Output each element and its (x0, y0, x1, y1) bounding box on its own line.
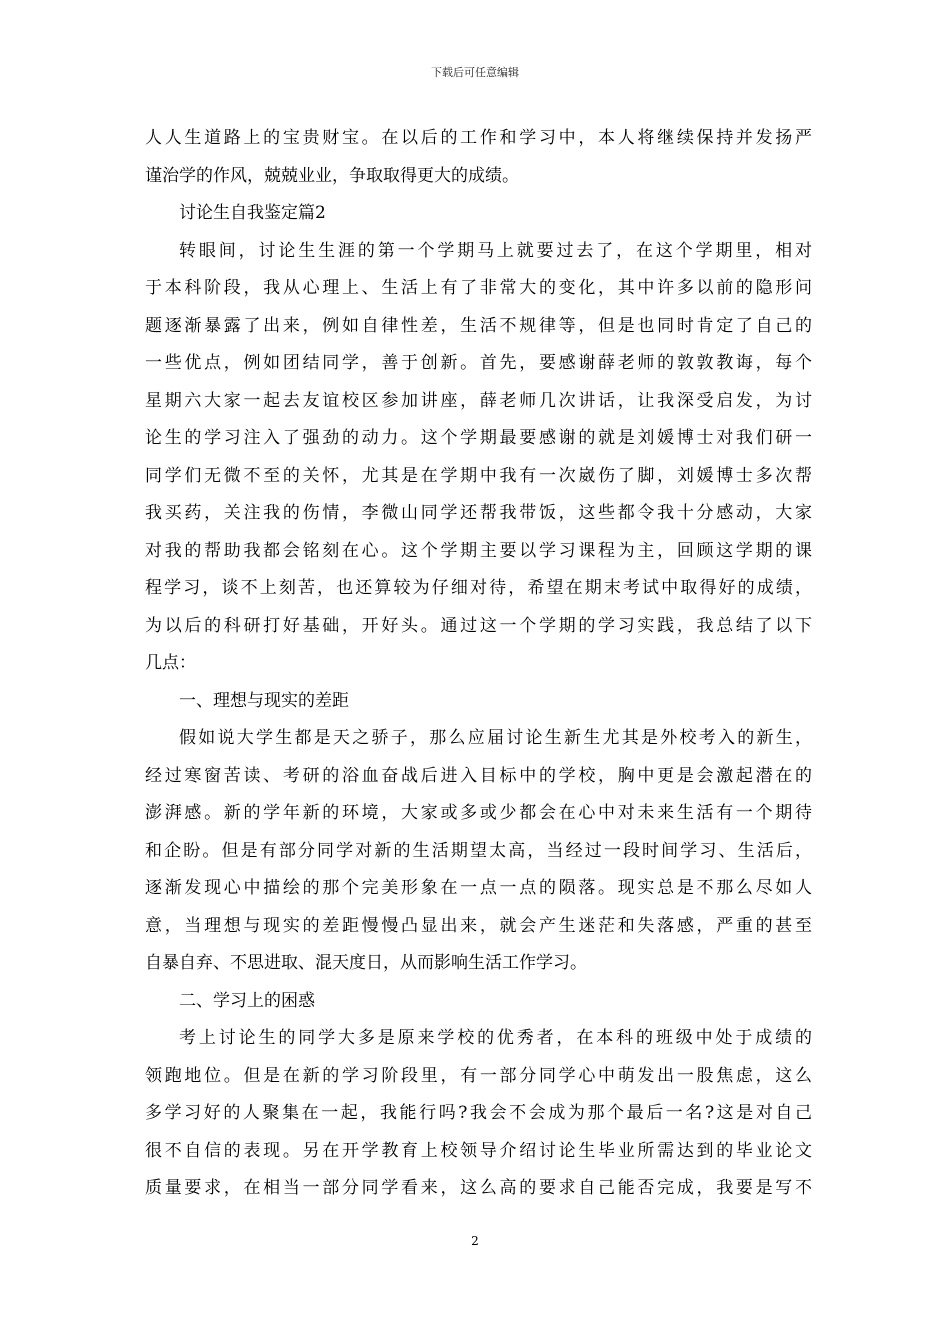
text-line: 人人生道路上的宝贵财宝。在以后的工作和学习中，本人将继续保持并发扬严 (145, 128, 812, 148)
text-line: 自暴自弃、不思进取、混天度日，从而影响生活工作学习。 (145, 953, 587, 973)
text-line: 题逐渐暴露了出来，例如自律性差，生活不规律等，但是也同时肯定了自己的 (145, 315, 812, 336)
text-line: 星期六大家一起去友谊校区参加讲座，薛老师几次讲话，让我深受启发，为讨 (145, 390, 812, 411)
text-line: 为以后的科研打好基础，开好头。通过这一个学期的学习实践，我总结了以下 (145, 615, 812, 636)
text-line: 同学们无微不至的关怀，尤其是在学期中我有一次崴伤了脚，刘媛博士多次帮 (145, 465, 812, 486)
text-line: 考上讨论生的同学大多是原来学校的优秀者，在本科的班级中处于成绩的 (179, 1028, 812, 1048)
text-line: 论生的学习注入了强劲的动力。这个学期最要感谢的就是刘媛博士对我们研一 (145, 428, 812, 448)
text-line: 多学习好的人聚集在一起，我能行吗?我会不会成为那个最后一名?这是对自己 (145, 1103, 812, 1123)
text-line: 一些优点，例如团结同学，善于创新。首先，要感谢薛老师的敦敦教诲，每个 (145, 353, 812, 373)
text-line: 质量要求，在相当一部分同学看来，这么高的要求自己能否完成，我要是写不 (145, 1178, 812, 1198)
text-line: 一、理想与现实的差距 (179, 690, 349, 711)
page-number: 2 (471, 1234, 479, 1248)
text-line: 讨论生自我鉴定篇2 (179, 203, 326, 223)
text-line: 澎湃感。新的学年新的环境，大家或多或少都会在心中对未来生活有一个期待 (145, 803, 812, 823)
text-line: 逐渐发现心中描绘的那个完美形象在一点一点的陨落。现实总是不那么尽如人 (145, 878, 812, 898)
text-line: 对我的帮助我都会铭刻在心。这个学期主要以学习课程为主，回顾这学期的课 (145, 540, 812, 561)
text-line: 假如说大学生都是天之骄子，那么应届讨论生新生尤其是外校考入的新生， (179, 728, 812, 748)
text-line: 我买药，关注我的伤情，李微山同学还帮我带饭，这些都令我十分感动，大家 (145, 503, 812, 523)
text-line: 二、学习上的困惑 (179, 990, 315, 1011)
text-line: 和企盼。但是有部分同学对新的生活期望太高，当经过一段时间学习、生活后， (145, 840, 812, 861)
text-line: 谨治学的作风，兢兢业业，争取取得更大的成绩。 (145, 165, 519, 186)
text-line: 经过寒窗苦读、考研的浴血奋战后进入目标中的学校，胸中更是会激起潜在的 (145, 765, 812, 786)
text-line: 很不自信的表现。另在开学教育上校领导介绍讨论生毕业所需达到的毕业论文 (145, 1140, 812, 1161)
document-body (145, 120, 812, 1208)
text-line: 领跑地位。但是在新的学习阶段里，有一部分同学心中萌发出一股焦虑，这么 (145, 1065, 812, 1086)
text-line: 转眼间，讨论生生涯的第一个学期马上就要过去了，在这个学期里，相对 (179, 240, 812, 261)
text-line: 几点： (145, 653, 196, 673)
text-line: 意，当理想与现实的差距慢慢凸显出来，就会产生迷茫和失落感，严重的甚至 (145, 915, 812, 936)
text-line: 程学习，谈不上刻苦，也还算较为仔细对待，希望在期末考试中取得好的成绩， (145, 578, 812, 598)
text-line: 于本科阶段，我从心理上、生活上有了非常大的变化，其中许多以前的隐形问 (145, 278, 812, 298)
page-header: 下载后可任意编辑 (431, 66, 519, 79)
